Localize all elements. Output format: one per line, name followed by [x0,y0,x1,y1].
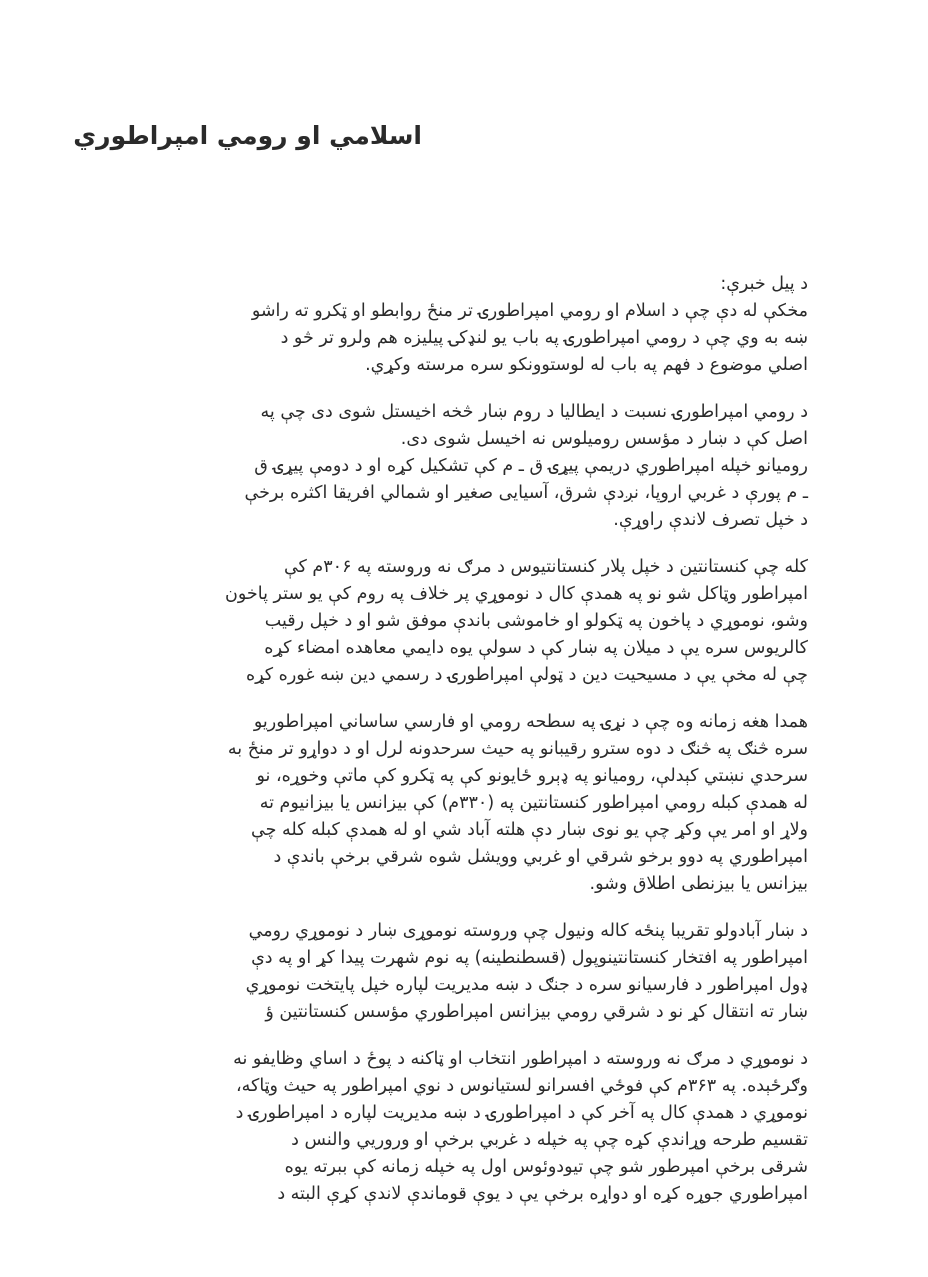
text-line: د خپل تصرف لاندې راوړې. [613,510,808,530]
text-line: رومیانو خپله امپراطوري دریمې پیړۍ ق ـ م کې تشکیل کړه او د دومې پیړۍ ق [254,456,808,476]
paragraph [92,709,808,898]
text-line: د ښار آبادولو تقریبا پنځه کاله ونیول چې وروسته نوموړی ښار د نوموړي رومي [248,921,808,941]
paragraph [92,271,808,379]
text-line: امپراطور وټاکل شو نو په همدې کال د نوموړي پر خلاف په روم کې یو ستر پاخون [225,584,808,604]
text-line: ولاړ او امر یې وکړ چې یو نوی ښار دې هلته آباد شي او له همدې کبله کله چې [251,820,808,840]
paragraph [92,1046,808,1208]
text-line: د نوموړي د مرګ نه وروسته د امپراطور انتخاب او ټاکنه د پوځ د اساي وظایفو نه [233,1049,808,1069]
text-line: ـ م پورې د غربي اروپا، نږدې شرق، آسیایی صغیر او شمالي افریقا اکثره برخې [244,483,808,503]
text-line: اصل کې د ښار د مؤسس رومیلوس نه اخیسل شوی دی. [400,429,808,449]
text-line: ډول امپراطور د فارسیانو سره د جنګ د ښه مدیریت لپاره خپل پایتخت نوموړي [245,975,808,995]
text-line: د رومي امپراطورۍ نسبت د ایطالیا د روم ښار څخه اخیستل شوی دی چې په [260,402,808,422]
text-line: ښه به وي چې د رومي امپراطورۍ په باب یو لنډکۍ پیلیزه هم ولرو تر څو د [280,328,808,348]
paragraph [92,918,808,1026]
paragraph [92,554,808,689]
text-line: د پیل خبرې: [720,274,808,294]
text-line: امپراطوري په دوو برخو شرقي او غربي وویشل شوه شرقي برخې باندې د [273,847,808,867]
text-line: بیزانس یا بیزنطی اطلاق وشو. [589,874,808,894]
text-line: وګرځېده. په ۳۶۳م کې فوځي افسرانو لستیانوس د نوي امپراطور په حیث وټاکه، [235,1076,808,1096]
text-line: شرقی برخې امپرطور شو چې تیودوئوس اول په خپله زمانه کې ببرته یوه [284,1157,808,1177]
page-title: اسلامي او رومي امپراطوري [73,121,422,150]
paragraph [92,399,808,534]
text-line: ښار ته انتقال کړ نو د شرقي رومي بیزانس امپراطوري مؤسس کنستانتین ؤ [265,1002,808,1022]
document-body [92,271,808,1228]
text-line: اصلي موضوع د فهم په باب له لوستوونکو سره مرسته وکړي. [365,355,808,375]
text-line: امپراطور په افتخار کنستانتینوپول (قسطنطینه) په نوم شهرت پیدا کړ او په دې [251,948,808,968]
text-line: کالریوس سره یې د میلان په ښار کې د سولې یوه دایمي معاهده امضاء کړه [264,638,808,658]
text-line: مخکې له دې چې د اسلام او رومي امپراطورۍ تر منځ روابطو او ټکرو ته راشو [251,301,808,321]
text-line: وشو، نوموړي د پاخون په ټکولو او خاموشی باندې موفق شو او د خپل رقیب [264,611,808,631]
text-line: نوموړي د همدې کال په آخر کې د امپراطورۍ د ښه مدیریت لپاره د امپراطورۍ د [235,1103,808,1123]
text-line: همدا هغه زمانه وه چې د نړۍ په سطحه رومي او فارسي ساساني امپراطوریو [253,712,808,732]
text-line: له همدې کبله رومي امپراطور کنستانتین په (۳۳۰م) کې بیزانس یا بیزانیوم ته [259,793,808,813]
text-line: تقسیم طرحه وړاندې کړه چې په خپله د غربي برخې او وروریي والنس د [291,1130,808,1150]
text-line: کله چې کنستانتین د خپل پلار کنستانتیوس د مرګ نه وروسته په ۳۰۶م کې [283,557,808,577]
text-line: چې له مخې یې د مسیحیت دین د ټولې امپراطورۍ د رسمي دین ښه غوره کړه [245,665,808,685]
text-line: سرحدي نښتي کېدلې، رومیانو په ډېرو ځایونو کې په ټکرو کې ماتې وخوړه، نو [256,766,808,786]
text-line: امپراطوري جوړه کړه او دواړه برخې یې د یوې قوماندې لاندې کړې البته د [277,1184,808,1204]
text-line: سره څنګ په څنګ د دوه سترو رقیبانو په حیث سرحدونه لرل او د دواړو تر منځ به [227,739,808,759]
